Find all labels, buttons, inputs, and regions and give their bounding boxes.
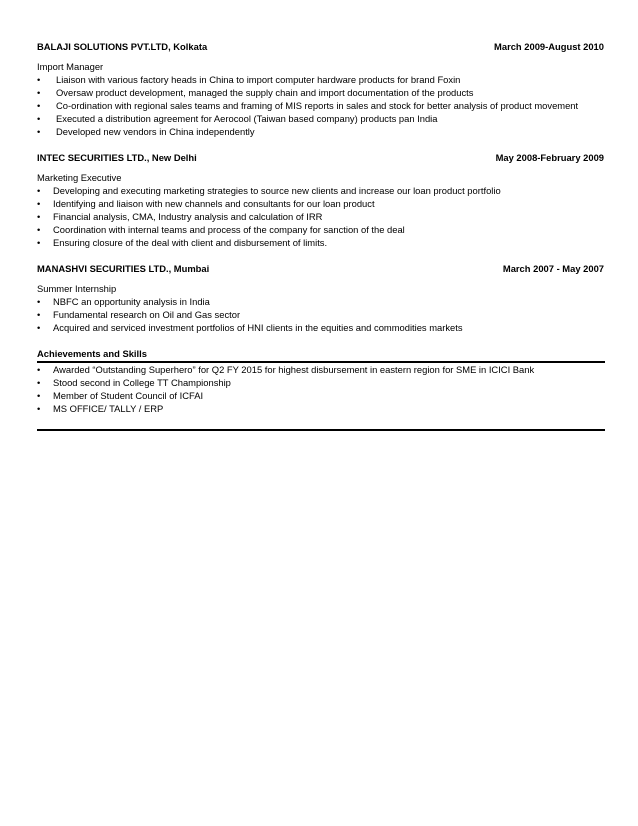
list-item — [37, 321, 604, 334]
list-item-text: Executed a distribution agreement for Aerocool (Taiwan based company) products pan India — [56, 113, 438, 124]
list-item-text: Oversaw product development, managed the supply chain and import documentation of the products — [56, 87, 474, 98]
bullet-icon: • — [37, 322, 41, 333]
responsibility-list — [37, 184, 604, 249]
responsibility-list — [37, 73, 604, 138]
list-item — [37, 402, 604, 415]
section-title-achievements: Achievements and Skills — [37, 348, 147, 359]
bottom-divider — [37, 429, 605, 431]
bullet-icon: • — [37, 309, 41, 320]
list-item — [37, 184, 604, 197]
bullet-icon: • — [37, 74, 41, 85]
job-role: Import Manager — [37, 61, 104, 72]
list-item — [37, 73, 604, 86]
list-item-text: Financial analysis, CMA, Industry analysis and calculation of IRR — [53, 211, 323, 222]
job-role: Marketing Executive — [37, 172, 122, 183]
bullet-icon: • — [37, 126, 41, 137]
job-dates: March 2007 - May 2007 — [502, 263, 604, 274]
list-item — [37, 236, 604, 249]
list-item-text: Developing and executing marketing strategies to source new clients and increase our loan product portfolio — [53, 185, 501, 196]
job-dates: March 2009-August 2010 — [494, 41, 604, 52]
list-item — [37, 210, 604, 223]
achievements-list — [37, 363, 604, 415]
company-name: MANASHVI SECURITIES LTD., Mumbai — [37, 263, 210, 274]
list-item — [37, 125, 604, 138]
list-item-text: Developed new vendors in China independently — [56, 126, 255, 137]
job-header — [37, 40, 604, 53]
list-item — [37, 112, 604, 125]
job-role: Summer Internship — [37, 283, 117, 294]
bullet-icon: • — [37, 237, 41, 248]
job-header — [37, 262, 604, 275]
bullet-icon: • — [37, 224, 41, 235]
list-item-text: Stood second in College TT Championship — [53, 377, 231, 388]
list-item-text: Identifying and liaison with new channels and consultants for our loan product — [53, 198, 375, 209]
bullet-icon: • — [37, 364, 41, 375]
list-item-text: Ensuring closure of the deal with client and disbursement of limits. — [53, 237, 328, 248]
bullet-icon: • — [37, 185, 41, 196]
bullet-icon: • — [37, 403, 41, 414]
bullet-icon: • — [37, 113, 41, 124]
list-item-text: Fundamental research on Oil and Gas sector — [53, 309, 241, 320]
list-item — [37, 308, 604, 321]
list-item — [37, 295, 604, 308]
responsibility-list — [37, 295, 604, 334]
job-dates: May 2008-February 2009 — [495, 152, 604, 163]
bullet-icon: • — [37, 211, 41, 222]
list-item — [37, 389, 604, 402]
bullet-icon: • — [37, 198, 41, 209]
list-item — [37, 197, 604, 210]
bullet-icon: • — [37, 377, 41, 388]
list-item-text: Member of Student Council of ICFAI — [53, 390, 204, 401]
list-item — [37, 376, 604, 389]
list-item-text: Co-ordination with regional sales teams and framing of MIS reports in sales and stock for better analysis of product movement — [56, 100, 579, 111]
list-item-text: Awarded “Outstanding Superhero” for Q2 FY 2015 for highest disbursement in eastern region for SME in ICICI Bank — [53, 364, 535, 375]
list-item-text: Acquired and serviced investment portfolios of HNI clients in the equities and commodities markets — [53, 322, 463, 333]
company-name: INTEC SECURITIES LTD., New Delhi — [37, 152, 197, 163]
resume-page — [37, 40, 604, 431]
list-item-text: MS OFFICE/ TALLY / ERP — [53, 403, 164, 414]
list-item — [37, 99, 604, 112]
bullet-icon: • — [37, 296, 41, 307]
bullet-icon: • — [37, 100, 41, 111]
list-item — [37, 363, 604, 376]
list-item-text: Coordination with internal teams and process of the company for sanction of the deal — [53, 224, 405, 235]
list-item-text: Liaison with various factory heads in China to import computer hardware products for brand Foxin — [56, 74, 461, 85]
list-item — [37, 223, 604, 236]
bullet-icon: • — [37, 390, 41, 401]
job-entry-balaji — [37, 40, 604, 138]
job-entry-manashvi — [37, 262, 604, 334]
bullet-icon: • — [37, 87, 41, 98]
job-header — [37, 151, 604, 164]
job-entry-intec — [37, 151, 604, 249]
company-name: BALAJI SOLUTIONS PVT.LTD, Kolkata — [37, 41, 208, 52]
list-item — [37, 86, 604, 99]
list-item-text: NBFC an opportunity analysis in India — [53, 296, 210, 307]
